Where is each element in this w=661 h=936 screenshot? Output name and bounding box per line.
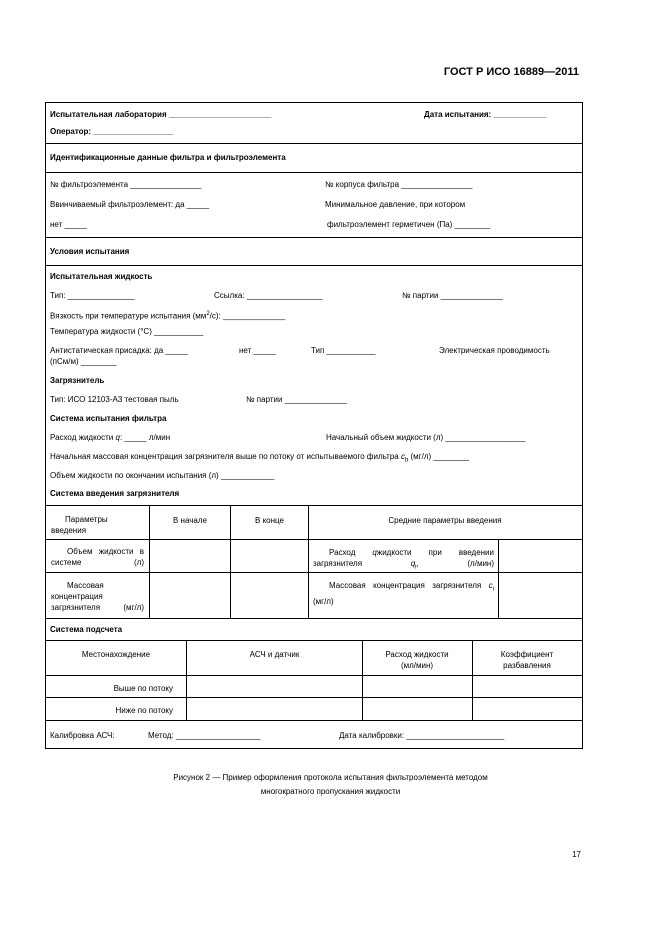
sealed-pressure-field: фильтроэлемент герметичен (Па) ________: [327, 220, 491, 229]
page-number: 17: [572, 850, 581, 859]
counter-sensor-header: АСЧ и датчик: [249, 650, 300, 659]
antistatic-yes-field: Антистатическая присадка: да _____: [50, 346, 188, 355]
divider: [45, 265, 582, 266]
test-system-section-title: Система испытания фильтра: [50, 414, 167, 423]
table-rule: [498, 539, 499, 618]
divider: [45, 505, 582, 506]
counting-section-title: Система подсчета: [50, 625, 123, 634]
fluid-temperature-field: Температура жидкости (°С) ___________: [50, 327, 204, 336]
calibration-date-field: Дата калибровки: ______________________: [339, 731, 505, 740]
divider: [45, 172, 582, 173]
housing-number-field: № корпуса фильтра ________________: [325, 180, 473, 189]
conductivity-field: (пСм/м) ________: [50, 357, 117, 366]
mass-concentration-label: Массовая концентрация загрязнителя (мг/л): [51, 581, 144, 612]
table-rule: [45, 539, 582, 540]
injection-end-header: В конце: [255, 516, 284, 525]
injection-section-title: Система введения загрязнителя: [50, 489, 180, 498]
conductivity-label: Электрическая проводимость: [439, 346, 550, 355]
fluid-reference-field: Ссылка: _________________: [214, 291, 323, 300]
initial-volume-field: Начальный объем жидкости (л) __________________: [326, 433, 526, 442]
initial-concentration-field: Начальная массовая концентрация загрязнителя выше по потоку от испытываемого фильтра $c_b$ (мг/л) ________: [50, 452, 469, 464]
table-rule: [472, 640, 473, 720]
injection-average-header: Средние параметры введения: [388, 516, 502, 525]
element-number-field: № фильтроэлемента ________________: [50, 180, 202, 189]
operator-field: Оператор: __________________: [50, 127, 174, 136]
divider: [45, 237, 582, 238]
figure-caption-line2: многократного пропускания жидкости: [260, 787, 401, 796]
min-pressure-label: Минимальное давление, при котором: [325, 200, 466, 209]
table-rule: [45, 675, 582, 676]
antistatic-type-field: Тип ___________: [311, 346, 376, 355]
calibration-method-field: Метод: ___________________: [148, 731, 261, 740]
fluid-batch-field: № партии ______________: [402, 291, 503, 300]
standard-number: ГОСТ Р ИСО 16889—2011: [443, 66, 579, 78]
antistatic-no-field: нет _____: [239, 346, 276, 355]
injection-params-header: Параметры введения: [51, 515, 108, 535]
dilution-header: Коэффициент разбавления: [500, 650, 554, 670]
fluid-section-title: Испытательная жидкость: [50, 272, 153, 281]
table-rule: [45, 697, 582, 698]
flow-rate-field: Расход жидкости q: _____ л/мин: [50, 433, 171, 442]
location-header: Местонахождение: [81, 650, 151, 659]
injection-flow-label: Расход qжидкости при введении загрязнителя $q_i$, (л/мин): [313, 548, 494, 571]
contaminant-section-title: Загрязнитель: [50, 376, 105, 385]
downstream-label: Ниже по потоку: [115, 706, 173, 715]
divider: [45, 143, 582, 144]
injection-concentration-label: Массовая концентрация загрязнителя $c_i$ (мг/л): [313, 581, 494, 606]
screw-in-no-field: нет _____: [50, 220, 87, 229]
final-volume-field: Объем жидкости по окончании испытания (л) ____________: [50, 471, 275, 480]
flow-header: Расход жидкости (мл/мин): [385, 650, 449, 670]
test-date-field: Дата испытания: ____________: [424, 110, 547, 119]
calibration-label: Калибровка АСЧ:: [50, 731, 115, 740]
divider: [45, 720, 582, 721]
conditions-section-title: Условия испытания: [50, 247, 130, 256]
contaminant-type-field: Тип: ИСО 12103-А3 тестовая пыль: [50, 395, 179, 404]
contaminant-batch-field: № партии ______________: [246, 395, 347, 404]
figure-caption-line1: Рисунок 2 — Пример оформления протокола испытания фильтроэлемента методом: [173, 773, 488, 782]
injection-start-header: В начале: [173, 516, 207, 525]
system-volume-label: Объем жидкости в системе (л): [51, 547, 144, 567]
divider: [45, 640, 582, 641]
table-rule: [362, 640, 363, 720]
fluid-type-field: Тип: _______________: [50, 291, 135, 300]
screw-in-field: Ввинчиваемый фильтроэлемент: да _____: [50, 200, 210, 209]
upstream-label: Выше по потоку: [113, 684, 173, 693]
divider: [45, 618, 582, 619]
lab-field: Испытательная лаборатория _______________________: [50, 110, 272, 119]
viscosity-field: Вязкость при температуре испытания $(мм^2/с)$: ______________: [50, 311, 286, 321]
id-section-title: Идентификационные данные фильтра и фильтроэлемента: [50, 153, 286, 162]
